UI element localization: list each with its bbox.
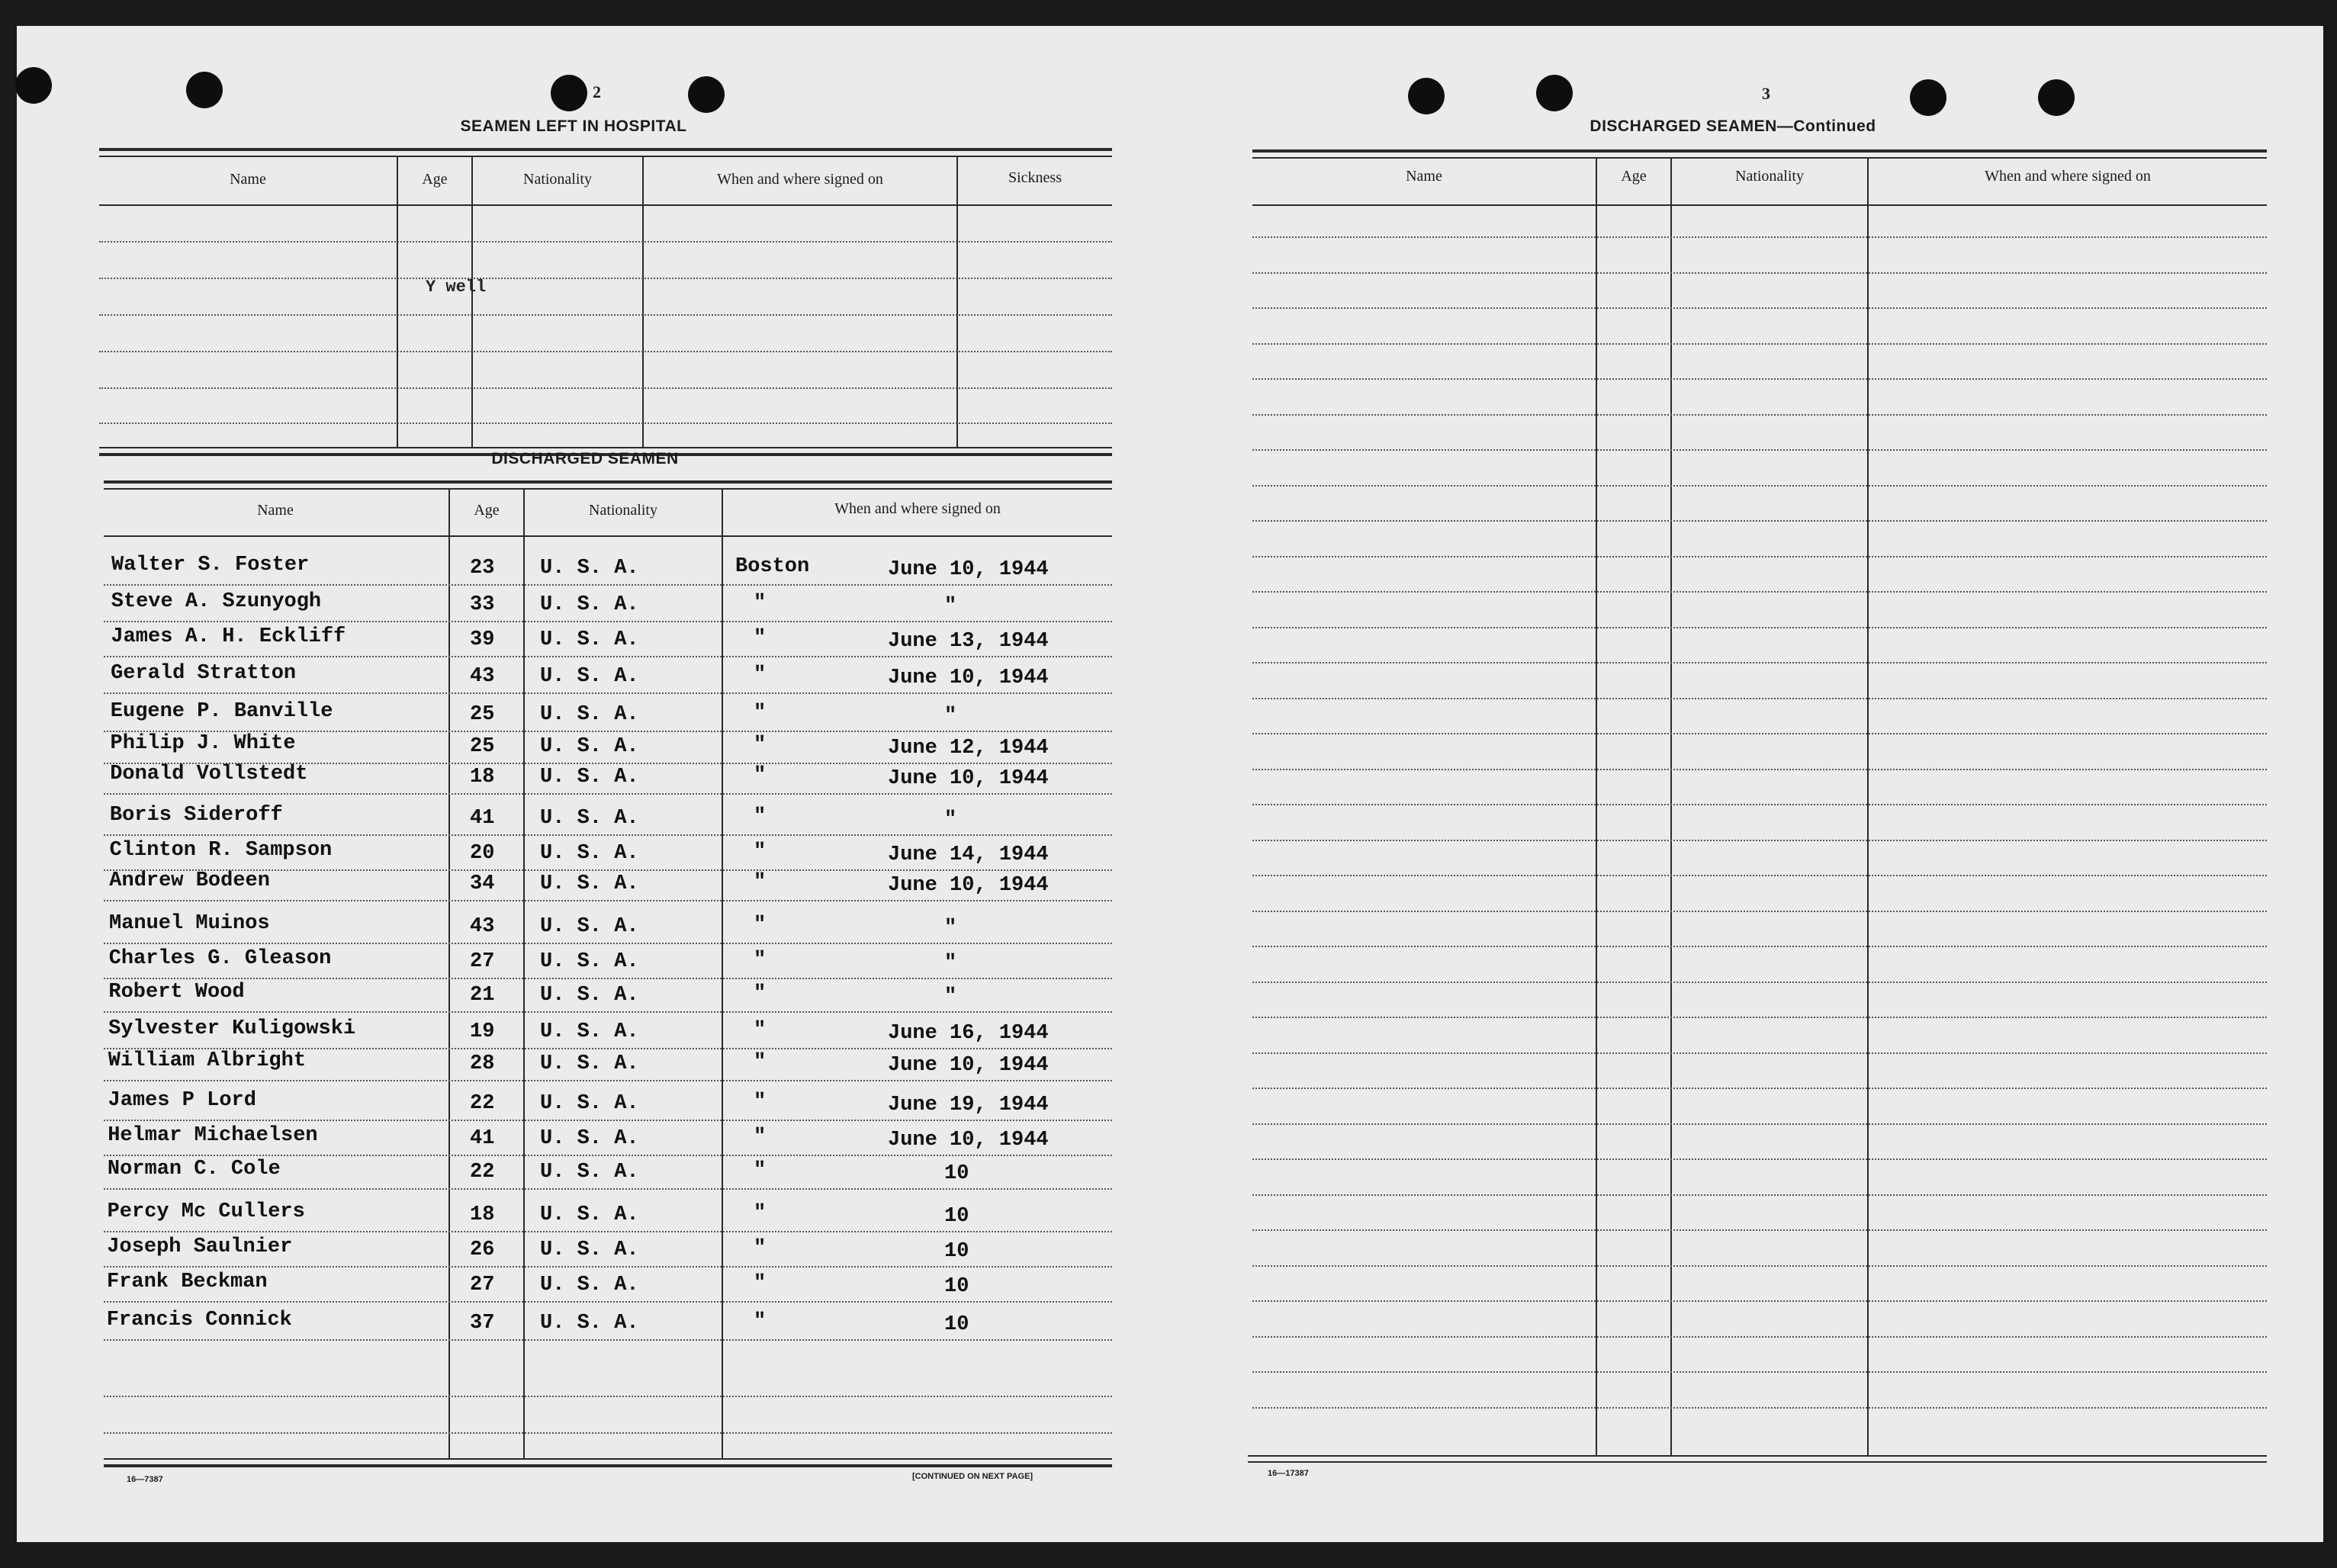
seaman-name: Donald Vollstedt <box>110 763 308 786</box>
signed-on-date: 10 <box>944 1275 969 1298</box>
seaman-nationality: U. S. A. <box>540 665 639 688</box>
seaman-nationality: U. S. A. <box>540 984 639 1007</box>
signed-on-date: June 10, 1944 <box>888 558 1049 581</box>
signed-on-place: " <box>754 1272 767 1295</box>
blank-row-rule <box>1252 1052 2267 1054</box>
seaman-name: Clinton R. Sampson <box>109 839 333 862</box>
right-header-name: Name <box>1406 168 1442 185</box>
hospital-header-nationality: Nationality <box>523 171 592 188</box>
hospital-header-name: Name <box>230 171 266 188</box>
seaman-nationality: U. S. A. <box>540 1092 639 1115</box>
signed-on-date: June 10, 1944 <box>888 767 1049 790</box>
blank-row-rule <box>1252 378 2267 380</box>
seaman-age: 43 <box>470 915 495 938</box>
discharged-header-nationality: Nationality <box>589 502 657 519</box>
seaman-age: 27 <box>470 1274 495 1296</box>
hospital-header-sickness: Sickness <box>1008 169 1062 186</box>
row-rule <box>104 1231 1112 1232</box>
form-number-right: 16—17387 <box>1268 1469 1309 1478</box>
blank-row-rule <box>1252 1371 2267 1373</box>
signed-on-date: June 10, 1944 <box>888 667 1049 689</box>
signed-on-place: " <box>754 702 767 725</box>
row-rule <box>104 1155 1112 1156</box>
hospital-section-title: SEAMEN LEFT IN HOSPITAL <box>460 117 687 135</box>
seaman-name: Charles G. Gleason <box>108 947 332 970</box>
signed-on-place: " <box>754 1237 767 1260</box>
signed-on-place: " <box>754 764 767 787</box>
signed-on-place: " <box>754 734 767 757</box>
signed-on-place: " <box>754 982 767 1005</box>
signed-on-date: " <box>944 952 957 975</box>
seaman-age: 18 <box>470 1203 495 1226</box>
seaman-age: 28 <box>470 1052 495 1075</box>
punch-hole <box>186 72 223 108</box>
punch-hole <box>551 75 587 111</box>
seaman-nationality: U. S. A. <box>540 735 639 758</box>
signed-on-place: " <box>754 1159 767 1182</box>
form-number-left: 16—7387 <box>127 1475 163 1484</box>
punch-hole <box>15 67 52 104</box>
seaman-name: Norman C. Cole <box>107 1158 281 1181</box>
blank-row-rule <box>1252 485 2267 487</box>
seaman-name: Helmar Michaelsen <box>108 1124 318 1147</box>
seaman-nationality: U. S. A. <box>540 1161 639 1184</box>
blank-row-rule <box>1252 272 2267 274</box>
signed-on-date: 10 <box>944 1205 969 1228</box>
row-rule <box>104 1301 1112 1303</box>
seaman-age: 33 <box>470 593 495 616</box>
seaman-age: 18 <box>470 766 495 789</box>
signed-on-place: " <box>754 805 767 828</box>
right-header-signed-on: When and where signed on <box>1985 168 2151 185</box>
punch-hole <box>1910 79 1946 116</box>
signed-on-place: " <box>754 664 767 686</box>
row-rule <box>104 1339 1112 1341</box>
seaman-name: Francis Connick <box>106 1309 292 1332</box>
blank-row-rule <box>1252 591 2267 593</box>
seaman-nationality: U. S. A. <box>540 593 639 616</box>
continued-note: [CONTINUED ON NEXT PAGE] <box>912 1472 1033 1481</box>
right-section-title: DISCHARGED SEAMEN—Continued <box>1590 117 1876 135</box>
blank-row-rule <box>1252 840 2267 841</box>
signed-on-date: June 13, 1944 <box>888 630 1049 653</box>
seaman-name: Joseph Saulnier <box>107 1235 293 1258</box>
seaman-age: 26 <box>470 1239 495 1261</box>
seaman-age: 41 <box>470 1127 495 1150</box>
signed-on-place: Boston <box>735 555 810 578</box>
row-rule <box>104 1266 1112 1268</box>
seaman-name: Frank Beckman <box>107 1271 268 1293</box>
seaman-name: Gerald Stratton <box>111 662 297 685</box>
blank-row-rule <box>1252 1123 2267 1125</box>
seaman-name: Steve A. Szunyogh <box>111 590 322 613</box>
seaman-age: 19 <box>470 1020 495 1043</box>
seaman-name: Eugene P. Banville <box>110 700 333 723</box>
row-rule <box>104 656 1112 657</box>
page-number-right: 3 <box>1762 84 1770 103</box>
signed-on-place: " <box>754 1126 767 1149</box>
row-rule <box>104 834 1112 836</box>
blank-row-rule <box>1252 875 2267 876</box>
signed-on-date: 10 <box>944 1313 969 1336</box>
blank-row-rule <box>1252 1229 2267 1231</box>
seaman-age: 25 <box>470 735 495 758</box>
blank-row-rule <box>1252 769 2267 770</box>
row-rule <box>104 692 1112 694</box>
blank-row-rule <box>1252 804 2267 805</box>
row-rule <box>104 1188 1112 1190</box>
blank-row-rule <box>1252 1265 2267 1267</box>
signed-on-date: " <box>944 705 957 728</box>
seaman-nationality: U. S. A. <box>540 1239 639 1261</box>
blank-row-rule <box>1252 520 2267 522</box>
signed-on-place: " <box>754 592 767 615</box>
seaman-nationality: U. S. A. <box>540 1203 639 1226</box>
seaman-name: Robert Wood <box>108 981 245 1004</box>
punch-hole <box>688 76 725 113</box>
signed-on-date: " <box>944 595 957 618</box>
punch-hole <box>1408 78 1445 114</box>
signed-on-place: " <box>754 1019 767 1042</box>
seaman-age: 22 <box>470 1092 495 1115</box>
blank-row-rule <box>1252 1088 2267 1089</box>
signed-on-date: June 12, 1944 <box>888 737 1049 760</box>
discharged-header-signed-on: When and where signed on <box>834 500 1001 517</box>
seaman-nationality: U. S. A. <box>540 1127 639 1150</box>
blank-row-rule <box>1252 556 2267 557</box>
signed-on-place: " <box>754 1091 767 1113</box>
signed-on-date: 10 <box>944 1162 969 1185</box>
row-rule <box>104 978 1112 979</box>
signed-on-place: " <box>754 914 767 937</box>
seaman-name: Percy Mc Cullers <box>107 1200 305 1223</box>
seaman-name: Boris Sideroff <box>109 804 283 827</box>
page-number-left: 2 <box>593 82 601 101</box>
signed-on-place: " <box>754 1202 767 1225</box>
document-sheet <box>17 26 2323 1542</box>
right-header-nationality: Nationality <box>1735 168 1804 185</box>
seaman-name: Andrew Bodeen <box>109 869 270 892</box>
seaman-name: James P Lord <box>108 1089 256 1112</box>
signed-on-place: " <box>754 1051 767 1074</box>
blank-row-rule <box>1252 1300 2267 1302</box>
seaman-age: 27 <box>470 950 495 973</box>
blank-row-rule <box>1252 662 2267 664</box>
seaman-nationality: U. S. A. <box>540 766 639 789</box>
row-rule <box>104 621 1112 622</box>
blank-row-rule <box>1252 307 2267 309</box>
discharged-header-name: Name <box>257 502 294 519</box>
seaman-nationality: U. S. A. <box>540 872 639 895</box>
seaman-age: 22 <box>470 1161 495 1184</box>
row-rule <box>104 584 1112 586</box>
blank-row-rule <box>1252 698 2267 699</box>
seaman-age: 25 <box>470 703 495 726</box>
hospital-header-age: Age <box>422 171 448 188</box>
punch-hole <box>1536 75 1573 111</box>
blank-row-rule <box>1252 236 2267 238</box>
punch-hole <box>2038 79 2075 116</box>
signed-on-date: June 10, 1944 <box>888 1054 1049 1077</box>
blank-row-rule <box>1252 1017 2267 1018</box>
seaman-age: 20 <box>470 842 495 865</box>
seaman-name: William Albright <box>108 1049 307 1072</box>
blank-row-rule <box>1252 911 2267 912</box>
row-rule <box>104 943 1112 944</box>
signed-on-date: " <box>944 808 957 831</box>
seaman-nationality: U. S. A. <box>540 1312 639 1335</box>
row-rule <box>104 900 1112 901</box>
seaman-nationality: U. S. A. <box>540 915 639 938</box>
seaman-nationality: U. S. A. <box>540 842 639 865</box>
blank-row-rule <box>1252 982 2267 983</box>
blank-row-rule <box>1252 946 2267 947</box>
signed-on-place: " <box>754 840 767 863</box>
signed-on-date: " <box>944 917 957 940</box>
discharged-section-title: DISCHARGED SEAMEN <box>491 450 679 468</box>
blank-row-rule <box>1252 1194 2267 1196</box>
blank-row-rule <box>1252 627 2267 628</box>
seaman-age: 41 <box>470 807 495 830</box>
seaman-age: 23 <box>470 557 495 580</box>
signed-on-place: " <box>754 949 767 972</box>
signed-on-date: June 10, 1944 <box>888 1129 1049 1152</box>
seaman-nationality: U. S. A. <box>540 628 639 651</box>
seaman-age: 21 <box>470 984 495 1007</box>
blank-row-rule <box>1252 1158 2267 1160</box>
signed-on-date: June 19, 1944 <box>888 1094 1049 1117</box>
row-rule <box>104 793 1112 795</box>
row-rule <box>104 1080 1112 1081</box>
seaman-name: Manuel Muinos <box>109 912 270 935</box>
seaman-nationality: U. S. A. <box>540 703 639 726</box>
seaman-age: 37 <box>470 1312 495 1335</box>
seaman-nationality: U. S. A. <box>540 950 639 973</box>
seaman-name: Philip J. White <box>110 732 296 755</box>
blank-row-rule <box>1252 449 2267 451</box>
seaman-age: 39 <box>470 628 495 651</box>
blank-row-rule <box>1252 1407 2267 1409</box>
right-header-age: Age <box>1621 168 1647 185</box>
seaman-name: James A. H. Eckliff <box>111 625 346 648</box>
signed-on-place: " <box>754 1310 767 1333</box>
signed-on-date: 10 <box>944 1240 969 1263</box>
seaman-age: 43 <box>470 665 495 688</box>
signed-on-date: June 10, 1944 <box>888 874 1049 897</box>
signed-on-place: " <box>754 871 767 894</box>
signed-on-date: " <box>944 985 957 1008</box>
row-rule <box>104 1120 1112 1121</box>
discharged-header-age: Age <box>474 502 500 519</box>
signed-on-date: June 16, 1944 <box>888 1022 1049 1045</box>
seaman-nationality: U. S. A. <box>540 557 639 580</box>
signed-on-date: June 14, 1944 <box>888 843 1049 866</box>
signed-on-place: " <box>754 627 767 650</box>
hospital-header-signed-on: When and where signed on <box>717 171 883 188</box>
seaman-name: Walter S. Foster <box>111 554 310 577</box>
blank-row-rule <box>1252 414 2267 416</box>
hospital-note: Y well <box>426 278 487 297</box>
blank-row-rule <box>1252 733 2267 734</box>
blank-row-rule <box>1252 1336 2267 1338</box>
seaman-nationality: U. S. A. <box>540 1020 639 1043</box>
row-rule <box>104 1011 1112 1013</box>
seaman-name: Sylvester Kuligowski <box>108 1017 356 1040</box>
seaman-nationality: U. S. A. <box>540 807 639 830</box>
blank-row-rule <box>1252 343 2267 345</box>
seaman-nationality: U. S. A. <box>540 1274 639 1296</box>
seaman-nationality: U. S. A. <box>540 1052 639 1075</box>
seaman-age: 34 <box>470 872 495 895</box>
